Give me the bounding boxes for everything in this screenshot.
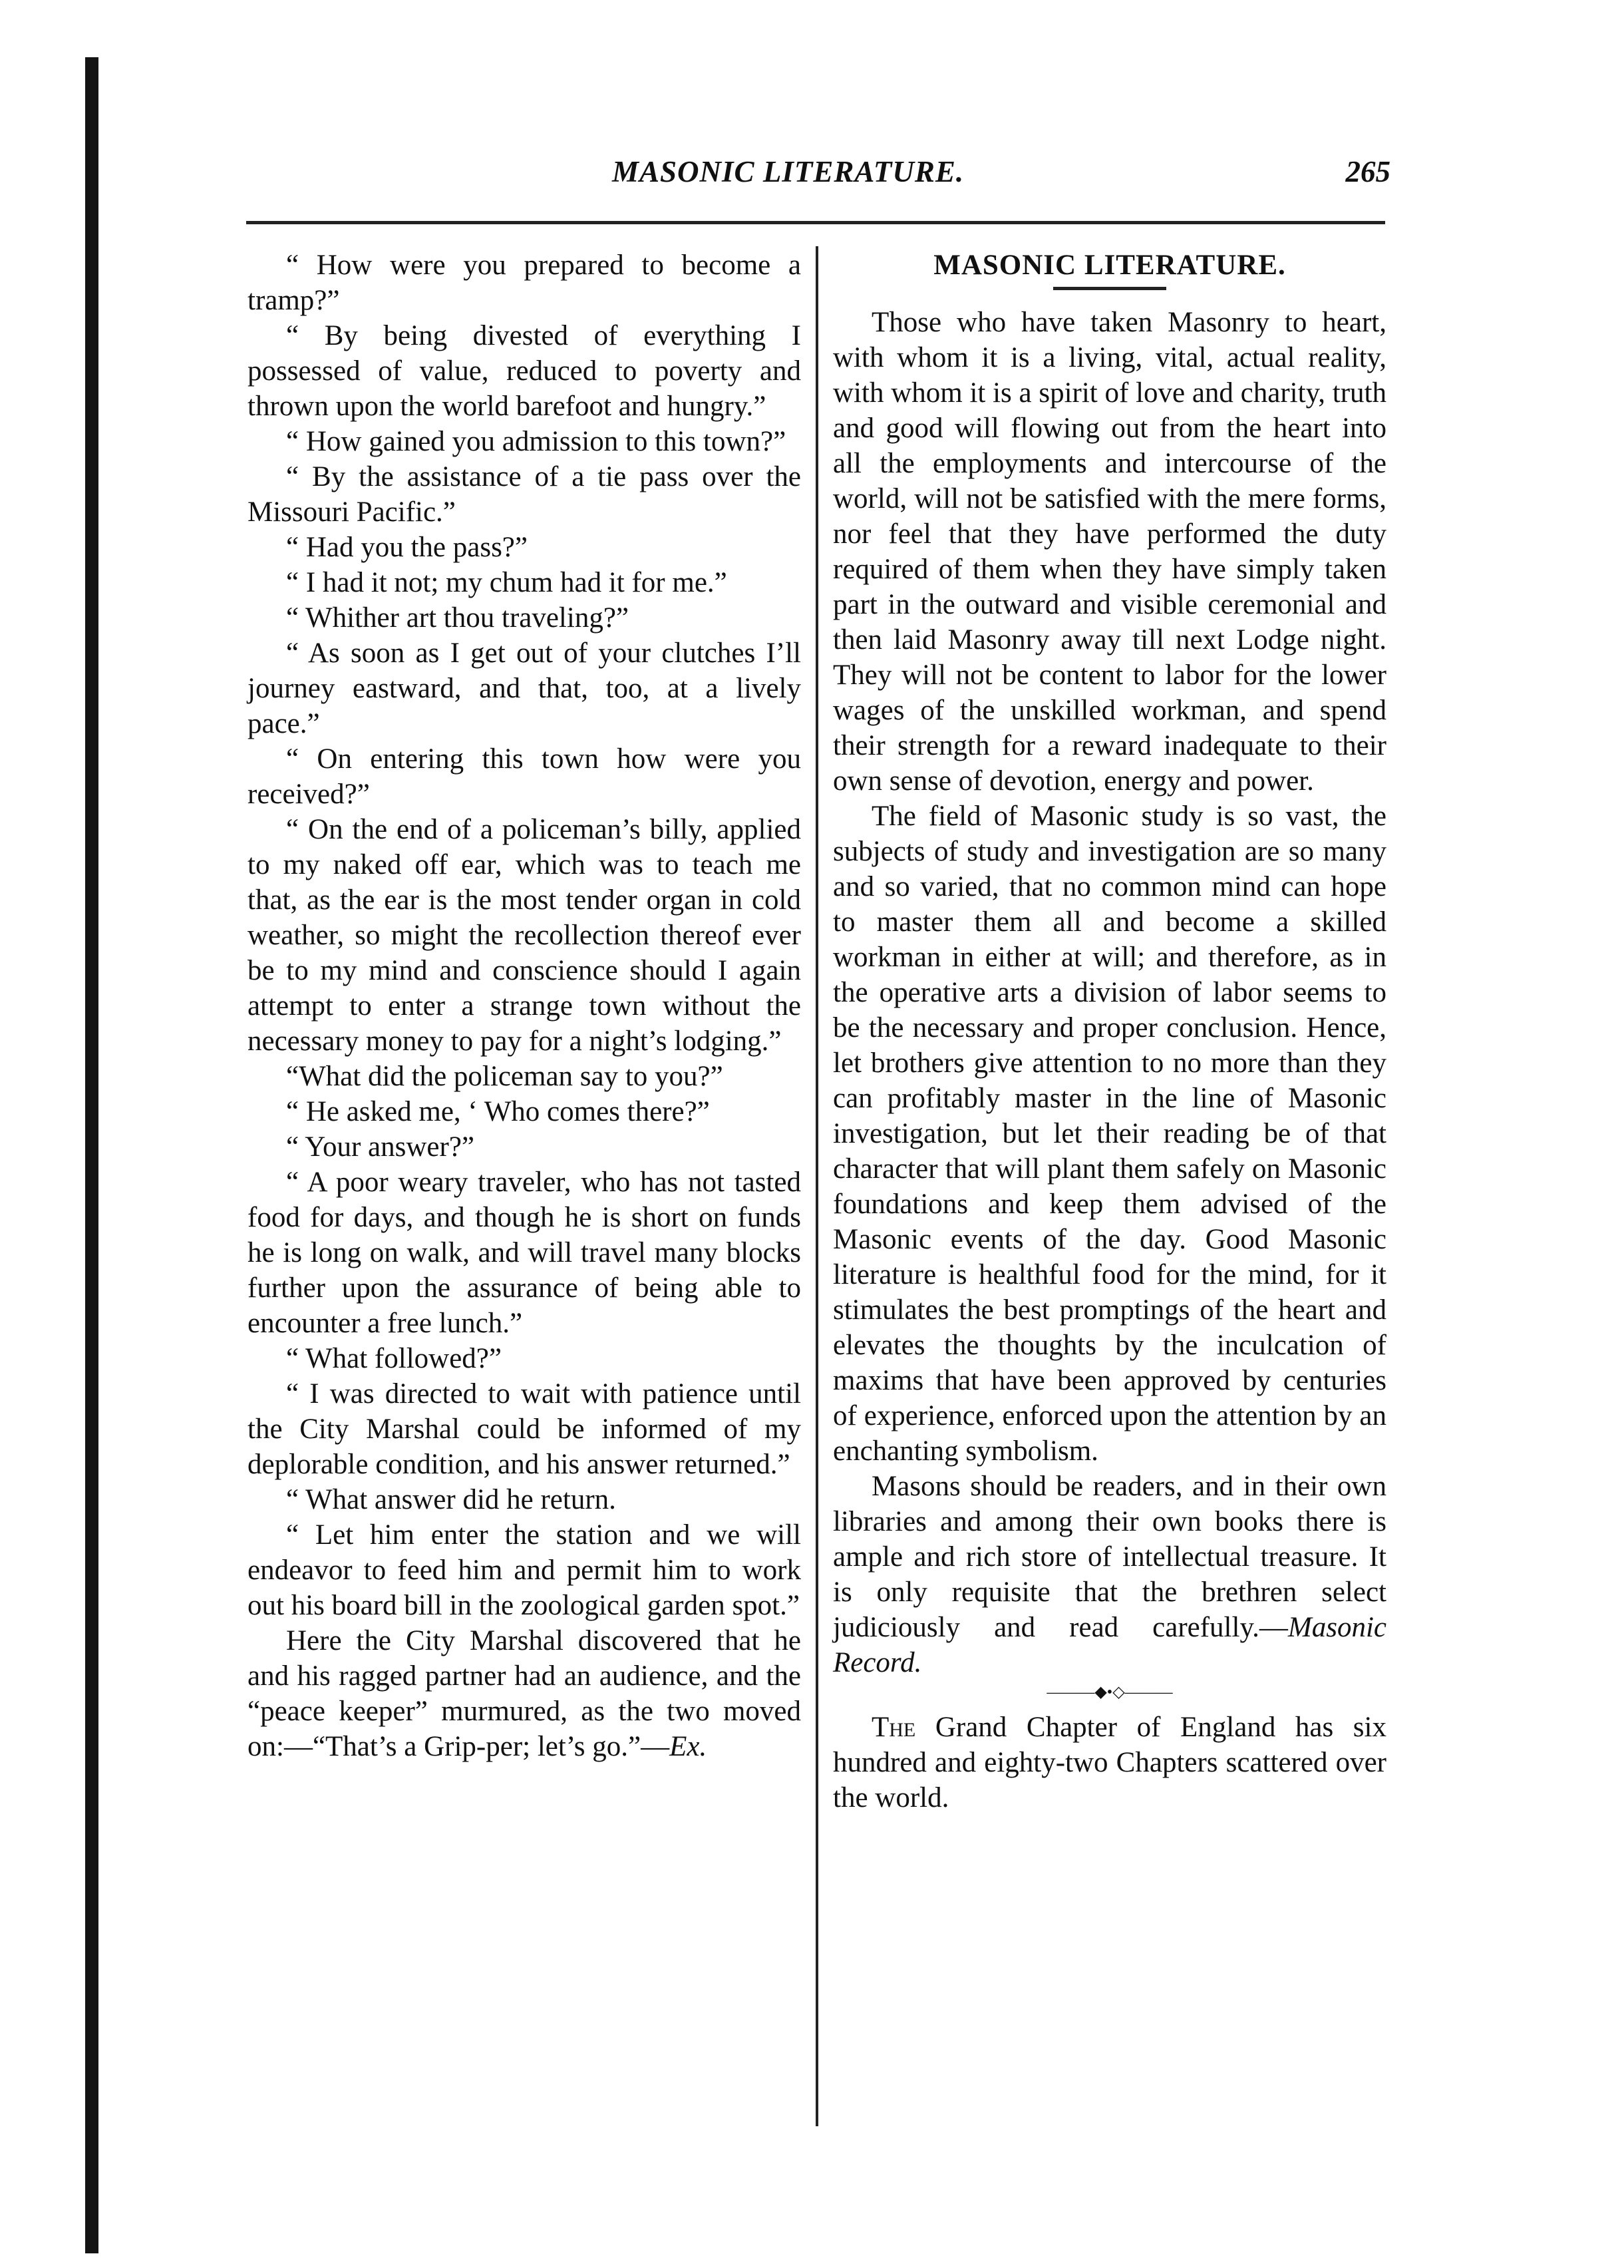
article-text: Masons should be readers, and in their own libraries and among their own books there is ample and rich store of intellectual treasure. It is only requisite that the brethren select judiciously and read carefully.— bbox=[833, 1471, 1386, 1643]
closing-text: Here the City Marshal discovered that he and his ragged partner had an audience, and the “peace keeper” murmured, as the two moved on:—“That’s a Grip-per; let’s go.”— bbox=[247, 1625, 801, 1762]
binding-edge bbox=[85, 57, 98, 2253]
article-paragraph: Those who have taken Masonry to heart, with whom it is a living, vital, actual reality, with whom it is a spirit of love and charity, truth and good will flowing out from the heart into all the employments and intercourse of the world, will not be satisfied with the mere forms, nor feel that they have performed the duty required of them when they have simply taken part in the outward and visible ceremonial and then laid Masonry away till next Lodge night. They will not be content to labor for the lower wages of the unskilled workman, and spend their strength for a reward inadequate to their own sense of devotion, energy and power. bbox=[833, 307, 1386, 797]
dialogue-paragraph: “ On entering this town how were you received?” bbox=[247, 743, 801, 810]
dialogue-paragraph: “ Had you the pass?” bbox=[286, 532, 528, 563]
dialogue-paragraph: “What did the policeman say to you?” bbox=[286, 1061, 723, 1092]
left-column bbox=[247, 248, 801, 1764]
ornament-divider: ———◆•◇——— bbox=[1047, 1684, 1173, 1701]
dialogue-paragraph: “ How gained you admission to this town?” bbox=[286, 426, 786, 457]
dialogue-paragraph: “ He asked me, ‘ Who comes there?” bbox=[286, 1096, 710, 1127]
page-number: 265 bbox=[1345, 155, 1390, 188]
dialogue-paragraph: “ As soon as I get out of your clutches I’ll journey eastward, and that, too, at a lively pace.” bbox=[247, 638, 801, 739]
column-divider bbox=[816, 246, 818, 2126]
right-column bbox=[833, 248, 1386, 1815]
dialogue-paragraph: “ Your answer?” bbox=[286, 1131, 475, 1163]
title-rule bbox=[1053, 287, 1166, 290]
header-rule bbox=[246, 221, 1385, 224]
page-header bbox=[246, 154, 1390, 194]
note-text: Grand Chapter of England has six hundred and eighty-two Chapters scattered over the world. bbox=[833, 1712, 1386, 1813]
dialogue-paragraph: “ I had it not; my chum had it for me.” bbox=[286, 567, 727, 598]
source-credit: Ex. bbox=[669, 1731, 707, 1762]
dialogue-paragraph: “ A poor weary traveler, who has not tasted food for days, and though he is short on funds he is long on walk, and will travel many blocks further upon the assurance of being able to encounter a free lunch.” bbox=[247, 1167, 801, 1339]
dialogue-paragraph: “ Let him enter the station and we will endeavor to feed him and permit him to work out his board bill in the zoological garden spot.” bbox=[247, 1519, 801, 1621]
dialogue-paragraph: “ What followed?” bbox=[286, 1343, 502, 1374]
dialogue-paragraph: “ What answer did he return. bbox=[286, 1484, 616, 1515]
article-title: MASONIC LITERATURE. bbox=[933, 250, 1286, 281]
dialogue-paragraph: “ On the end of a policeman’s billy, applied to my naked off ear, which was to teach me that, as the ear is the most tender organ in cold weather, so might the recollection thereof ever be to my mind and conscience should I again attempt to enter a strange town without the necessary money to pay for a night’s lodging.” bbox=[247, 814, 801, 1057]
source-credit: Masonic Record. bbox=[833, 1612, 1386, 1678]
dialogue-paragraph: “ Whither art thou traveling?” bbox=[286, 602, 629, 634]
news-note bbox=[833, 1710, 1386, 1815]
closing-paragraph bbox=[247, 1623, 801, 1764]
note-lead: The bbox=[872, 1712, 916, 1743]
article-paragraph: The field of Masonic study is so vast, the subjects of study and investigation are so many and so varied, that no common mind can hope to master them all and become a skilled workman in either at will; and therefore, as in the operative arts a division of labor seems to be the necessary and proper conclusion. Hence, let brothers give attention to no more than they can profitably master in the line of Masonic investigation, but let their reading be of that character that will plant them safely on Masonic foundations and keep them advised of the Masonic events of the day. Good Masonic literature is healthful food for the mind, for it stimulates the best promptings of the heart and elevates the thoughts by the inculcation of maxims that have been approved by centuries of experience, enforced upon the attention by an enchanting symbolism. bbox=[833, 801, 1386, 1467]
running-title: MASONIC LITERATURE. bbox=[612, 155, 965, 188]
dialogue-paragraph: “ I was directed to wait with patience until the City Marshal could be informed of my deplorable condition, and his answer returned.” bbox=[247, 1378, 801, 1480]
dialogue-paragraph: “ By being divested of everything I possessed of value, reduced to poverty and thrown upon the world barefoot and hungry.” bbox=[247, 320, 801, 422]
article-paragraph bbox=[833, 1469, 1386, 1680]
dialogue-paragraph: “ How were you prepared to become a tramp?” bbox=[247, 250, 801, 316]
dialogue-paragraph: “ By the assistance of a tie pass over the Missouri Pacific.” bbox=[247, 461, 801, 528]
